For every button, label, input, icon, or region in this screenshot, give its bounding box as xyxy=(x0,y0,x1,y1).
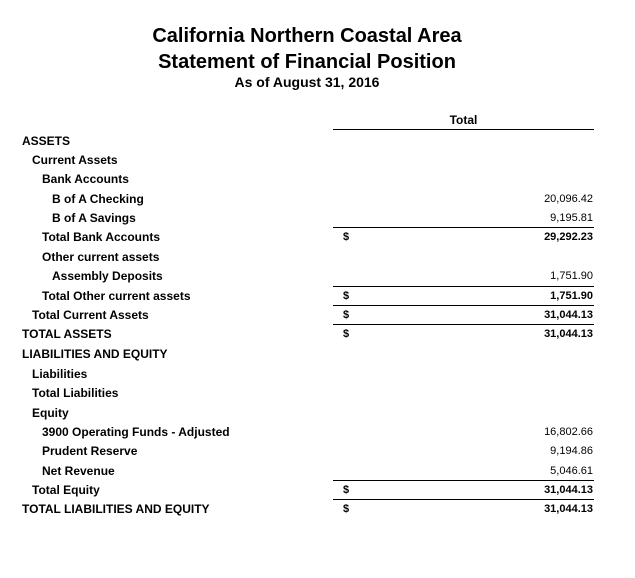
subtotal-rule xyxy=(333,499,594,500)
row-amount: 9,194.86 xyxy=(550,445,593,457)
subtotal-rule xyxy=(333,227,594,228)
currency-symbol: $ xyxy=(343,503,350,515)
column-header-total: Total xyxy=(333,112,594,130)
row-current-assets xyxy=(0,150,635,169)
row-label: Assembly Deposits xyxy=(52,269,163,283)
row-label: TOTAL ASSETS xyxy=(22,327,112,341)
row-boa-checking xyxy=(0,189,635,208)
report-title: Statement of Financial Position xyxy=(158,51,456,73)
subtotal-rule xyxy=(333,480,594,481)
row-equity xyxy=(0,403,635,422)
subtotal-rule xyxy=(333,305,594,306)
row-label: Bank Accounts xyxy=(42,172,129,186)
row-amount: 31,044.13 xyxy=(544,309,593,321)
row-label: Total Other current assets xyxy=(42,289,191,303)
row-total-bank-accounts xyxy=(0,227,635,246)
row-total-current-assets xyxy=(0,305,635,324)
row-other-current-assets xyxy=(0,247,635,266)
subtotal-rule xyxy=(333,324,594,325)
row-total-assets xyxy=(0,324,635,343)
row-label: TOTAL LIABILITIES AND EQUITY xyxy=(22,502,210,516)
row-amount: 31,044.13 xyxy=(544,328,593,340)
row-label: Prudent Reserve xyxy=(42,444,138,458)
currency-symbol: $ xyxy=(343,309,350,321)
row-label: B of A Checking xyxy=(52,192,144,206)
currency-symbol: $ xyxy=(343,290,350,302)
row-label: Total Liabilities xyxy=(32,386,119,400)
row-total-other-current-assets xyxy=(0,286,635,305)
row-label: Total Equity xyxy=(32,483,100,497)
row-prudent-reserve xyxy=(0,441,635,460)
row-amount: 5,046.61 xyxy=(550,465,593,477)
row-assembly-deposits xyxy=(0,266,635,285)
row-label: ASSETS xyxy=(22,134,71,148)
row-bank-accounts xyxy=(0,169,635,188)
row-total-liabilities xyxy=(0,383,635,402)
row-liabilities-and-equity xyxy=(0,344,635,363)
subtotal-rule xyxy=(333,286,594,287)
row-amount: 31,044.13 xyxy=(544,503,593,515)
row-label: Equity xyxy=(32,406,69,420)
currency-symbol: $ xyxy=(343,328,350,340)
row-total-liabilities-and-equity xyxy=(0,499,635,518)
currency-symbol: $ xyxy=(343,231,350,243)
row-net-revenue xyxy=(0,461,635,480)
row-amount: 31,044.13 xyxy=(544,484,593,496)
row-liabilities xyxy=(0,364,635,383)
report-period: As of August 31, 2016 xyxy=(234,74,380,90)
row-label: Current Assets xyxy=(32,153,118,167)
row-operating-funds xyxy=(0,422,635,441)
row-amount: 20,096.42 xyxy=(544,193,593,205)
row-amount: 16,802.66 xyxy=(544,426,593,438)
row-label: LIABILITIES AND EQUITY xyxy=(22,347,168,361)
row-label: Other current assets xyxy=(42,250,160,264)
row-label: Total Bank Accounts xyxy=(42,230,161,244)
row-total-equity xyxy=(0,480,635,499)
row-label: Liabilities xyxy=(32,367,88,381)
currency-symbol: $ xyxy=(343,484,350,496)
row-label: Total Current Assets xyxy=(32,308,149,322)
row-amount: 1,751.90 xyxy=(550,270,593,282)
row-amount: 29,292.23 xyxy=(544,231,593,243)
row-boa-savings xyxy=(0,208,635,227)
row-label: Net Revenue xyxy=(42,464,115,478)
row-label: B of A Savings xyxy=(52,211,136,225)
row-label: 3900 Operating Funds - Adjusted xyxy=(42,425,230,439)
company-name: California Northern Coastal Area xyxy=(152,25,462,47)
row-assets xyxy=(0,131,635,150)
row-amount: 1,751.90 xyxy=(550,290,593,302)
row-amount: 9,195.81 xyxy=(550,212,593,224)
